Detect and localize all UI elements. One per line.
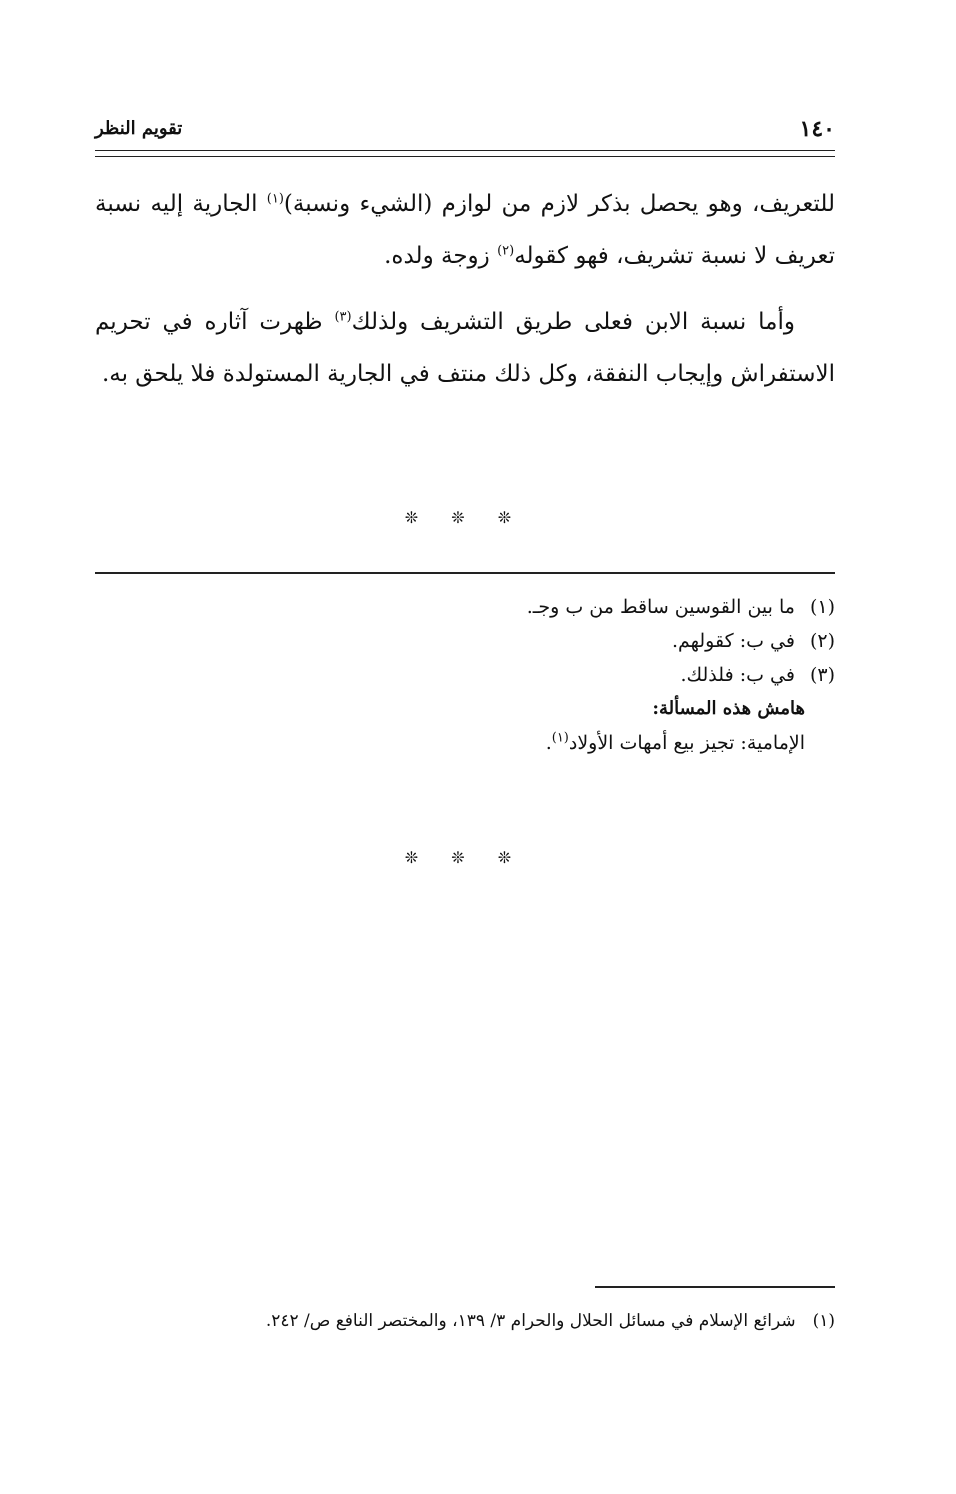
footnotes-block [95, 590, 835, 760]
footnote-3-text: في ب: فلذلك. [680, 664, 795, 686]
book-page [95, 0, 835, 1494]
footnote-2-text: في ب: كقولهم. [671, 630, 795, 652]
page-number: ١٤٠ [799, 116, 835, 142]
paragraph-1-part-c: زوجة ولده. [384, 243, 498, 269]
footnote-rule [95, 572, 835, 574]
footnote-3-number: (٣) [809, 664, 835, 686]
section-separator-stars: ❊ ❊ ❊ [404, 508, 526, 527]
bottom-footnote-text: شرائع الإسلام في مسائل الحلال والحرام ٣/ ١٣٩، والمختصر النافع ص/ ٢٤٢. [265, 1311, 796, 1331]
margin-note-body: الإمامية: تجيز بيع أمهات الأولاد [568, 732, 805, 754]
bottom-footnote [95, 1306, 835, 1336]
paragraph-1-part-b: الجارية إليه نسبة تعريف لا نسبة تشريف، فهو كقوله [95, 191, 835, 269]
margin-note-ref: (١) [551, 730, 569, 746]
margin-note-end: . [545, 732, 552, 754]
footnote-1-number: (١) [809, 596, 835, 618]
paragraph-1-part-a: للتعريف، وهو يحصل بذكر لازم من لوازم (الشيء ونسبة) [283, 191, 835, 217]
paragraph-1 [95, 178, 835, 282]
paragraph-2 [95, 296, 835, 400]
margin-note-heading: هامش هذه المسألة: [652, 698, 805, 719]
footnote-3 [95, 658, 835, 692]
bottom-footnote-number: (١) [812, 1311, 835, 1331]
footnote-1 [95, 590, 835, 624]
bottom-footnote-rule [595, 1286, 835, 1288]
footnote-ref-2: (٢) [497, 243, 515, 259]
footnote-1-text: ما بين القوسين ساقط من ب وجـ. [526, 596, 795, 618]
footnote-ref-3: (٣) [334, 309, 352, 325]
footnote-ref-1: (١) [266, 191, 284, 207]
header-double-rule [95, 150, 835, 157]
margin-note-text [95, 726, 835, 760]
paragraph-2-part-b: ظهرت آثاره في تحريم الاستفراش وإيجاب النفقة، وكل ذلك منتف في الجارية المستولدة فلا يلحق به. [95, 309, 835, 387]
running-title: تقويم النظر [95, 118, 183, 139]
section-separator-stars-2: ❊ ❊ ❊ [404, 848, 526, 867]
main-text [95, 178, 835, 400]
page-header [95, 110, 835, 150]
footnote-2 [95, 624, 835, 658]
paragraph-2-part-a: وأما نسبة الابن فعلى طريق التشريف ولذلك [351, 309, 795, 335]
footnote-2-number: (٢) [809, 630, 835, 652]
